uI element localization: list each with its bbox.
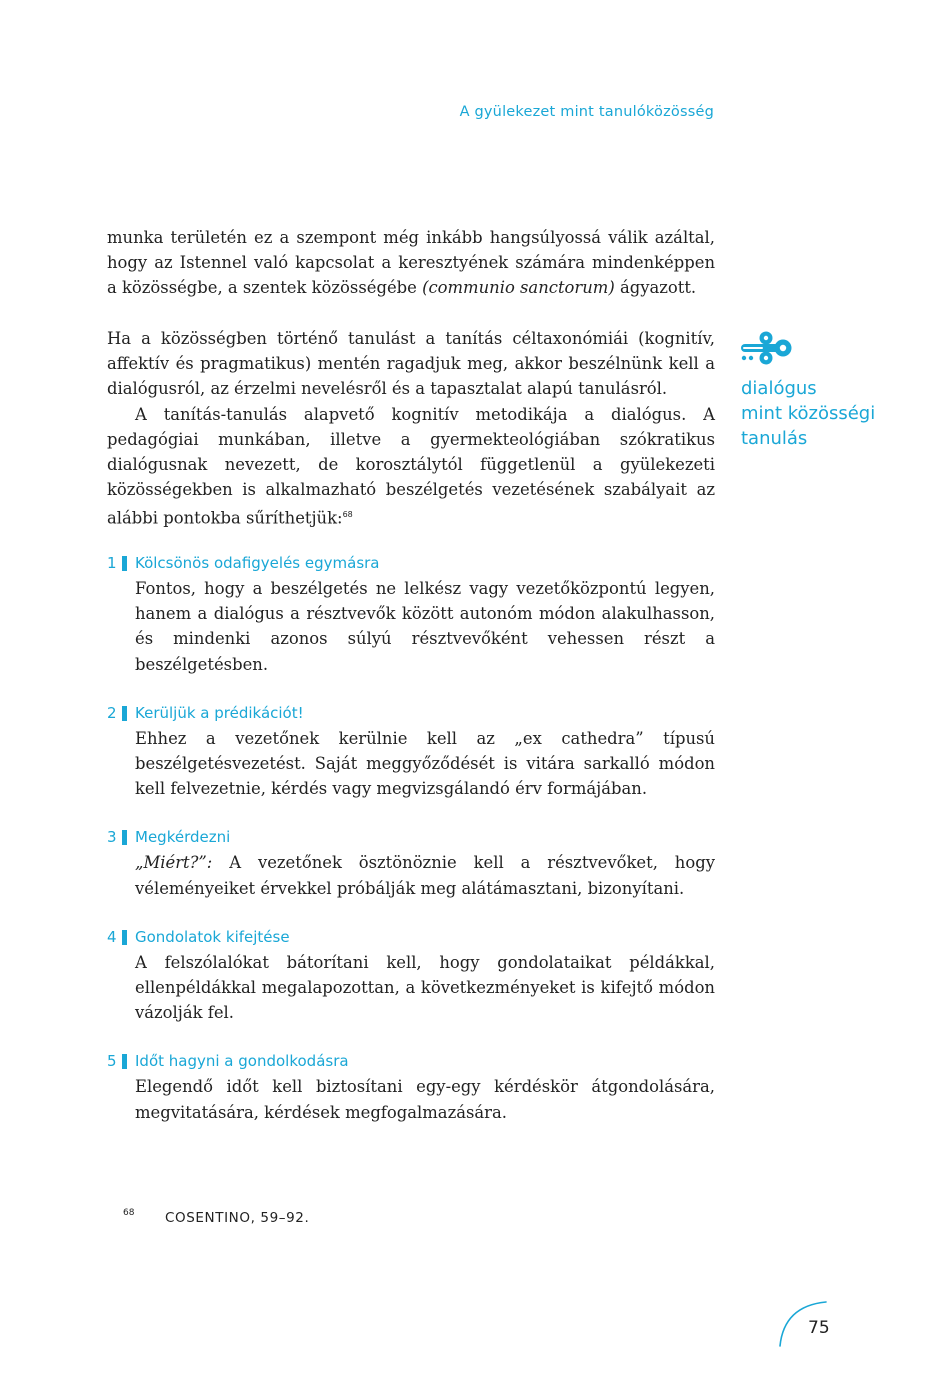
list-item-heading [107,826,715,850]
list-item-text: Elegendő időt kell biztosítani egy-egy kérdéskör átgondolására, megvitatására, kérdések megfogalmazására. [135,1077,715,1122]
list-item-text: A felszólalókat bátorítani kell, hogy gondolataikat példákkal, ellenpéldákkal megalapozottan, a következményeket is kifejtő módon vázolják fel. [135,952,715,1023]
margin-note-line: dialógus [741,378,817,399]
paragraph-dialogue [107,402,715,531]
list-item-bar [122,706,127,721]
list-item-bar [122,830,127,845]
list-item-heading [107,1050,715,1074]
list-item-bar [122,556,127,571]
list-item-italic: „Miért?”: [135,853,213,873]
list-item-number: 2 [107,703,117,722]
paragraph-taxonomy: Ha a közösségben történő tanulást a tanítás céltaxonómiái (kognitív, affektív és pragmatikus) mentén ragadjuk meg, akkor beszélnünk kell a dialógusról, az érzelmi nevelésről és a tapasztalat alapú tanulásról. [107,329,715,399]
list-item-text [135,850,715,900]
footnote-reference[interactable]: 68 [342,510,353,520]
paragraph-text: munka területén ez a szempont még inkább hangsúlyossá válik azáltal, hogy az Istennel való kapcsolat a keresztyének számára mindenképpen a közösségbe, a szentek közösségébe [107,228,715,298]
margin-note [741,330,921,451]
list-item-title: Kölcsönös odafigyelés egymásra [135,554,380,572]
numbered-list [107,552,715,1150]
paragraph-intro [107,225,715,301]
list-item-bar [122,930,127,945]
list-item-number: 1 [107,554,117,572]
list-item-number: 3 [107,828,117,847]
list-item-title: Megkérdezni [135,828,231,847]
margin-note-line: tanulás [741,428,808,449]
list-item [107,1050,715,1124]
list-item-bar [122,1054,127,1069]
paragraph-block [107,326,715,531]
list-item-number: 4 [107,927,117,946]
list-item-title: Kerüljük a prédikációt! [135,703,304,722]
footnote-text: COSENTINO, 59–92. [165,1210,310,1226]
page-number: 75 [808,1318,830,1338]
list-item-number: 5 [107,1052,117,1071]
paragraph-text: A tanítás-tanulás alapvető kognitív metodikája a dialógus. A pedagógiai munkában, illetve a gyermekteológiában szókratikus dialógusnak nevezett, de korosztálytól függetlenül a gyülekezeti közösségekben is alkalmazható beszélgetés vezetésének szabályait az alábbi pontokba sűríthetjük: [107,404,715,528]
list-item [107,702,715,802]
list-item [107,926,715,1026]
margin-note-text [741,376,921,451]
paragraph-text: ágyazott. [614,278,697,298]
list-item-title: Gondolatok kifejtése [135,927,290,946]
list-item-text-rest: A vezetőnek ösztönöznie kell a résztvevőket, hogy véleményeiket érvekkel próbálják meg alátámasztani, bizonyítani. [135,853,715,898]
list-item-heading [107,702,715,726]
running-header: A gyülekezet mint tanulóközösség [459,104,714,120]
margin-note-line: mint közösségi [741,403,876,424]
list-item-heading [107,552,715,576]
list-item [107,826,715,900]
list-item-heading [107,926,715,950]
list-item-title: Időt hagyni a gondolkodásra [135,1052,349,1071]
footnote-mark: 68 [123,1208,135,1218]
list-item [107,552,715,677]
key-icon [741,330,795,368]
paragraph-italic-term: (communio sanctorum) [422,278,615,298]
list-item-text: Ehhez a vezetőnek kerülnie kell az „ex cathedra” típusú beszélgetésvezetést. Saját meggyőződését is vitára sarkalló módon kell felvezetnie, kérdés vagy megvizsgálandó érv formájában. [135,728,715,799]
list-item-text: Fontos, hogy a beszélgetés ne lelkész vagy vezetőközpontú legyen, hanem a dialógus a résztvevők között autonóm módon alakulhasson, és mindenki azonos súlyú résztvevőként vehessen részt a beszélgetésben. [135,579,715,674]
